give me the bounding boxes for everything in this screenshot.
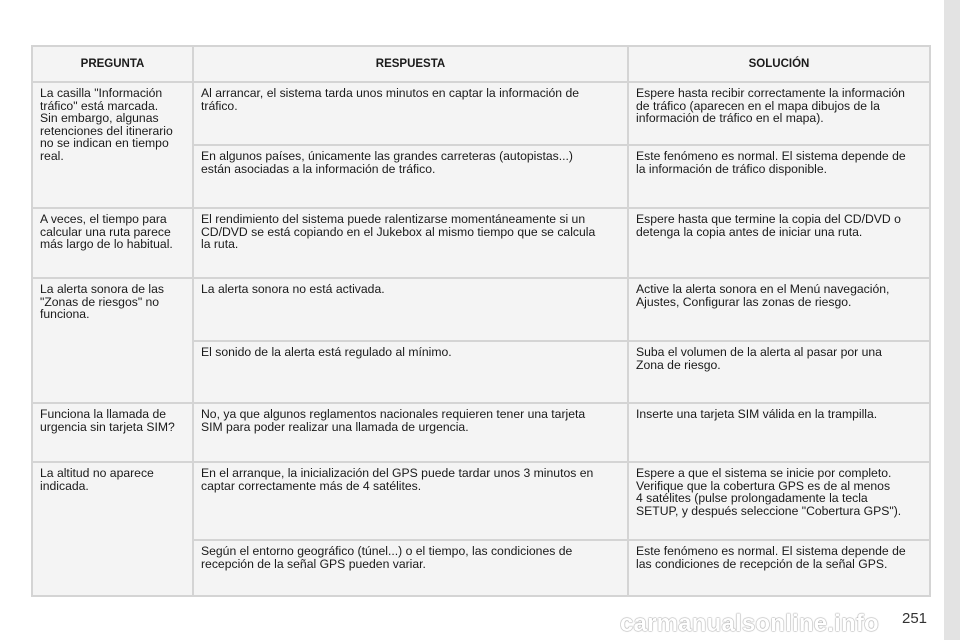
table-row <box>33 83 929 144</box>
question-text: La altitud no aparece indicada. <box>40 466 154 493</box>
answer-cell <box>194 83 627 144</box>
answer-cell <box>194 541 627 595</box>
answer-text: Según el entorno geográfico (túnel...) o el tiempo, las condiciones de recepción de la señal GPS pueden variar. <box>201 544 573 571</box>
question-cell <box>33 279 192 402</box>
question-cell <box>33 463 192 595</box>
answer-cell <box>194 342 627 402</box>
answer-cell <box>194 279 627 340</box>
answer-cell <box>194 209 627 277</box>
table-row <box>33 463 929 539</box>
faq-table <box>31 45 931 597</box>
solution-cell <box>629 342 929 402</box>
table-row <box>33 279 929 340</box>
page-edge-band <box>944 0 960 640</box>
solution-cell <box>629 279 929 340</box>
question-cell <box>33 404 192 461</box>
answer-cell <box>194 404 627 461</box>
answer-text: El rendimiento del sistema puede ralentizarse momentáneamente si un CD/DVD se está copiando en el Jukebox al mismo tiempo que se calcula la ruta. <box>201 212 596 252</box>
question-cell <box>33 209 192 277</box>
solution-text: Inserte una tarjeta SIM válida en la trampilla. <box>636 407 878 421</box>
solution-text: Espere a que el sistema se inicie por completo. Verifique que la cobertura GPS es de al menos 4 satélites (pulse prolongadamente la tecla SETUP, y después seleccione "Cobertura GPS"). <box>636 466 902 518</box>
table-row <box>33 404 929 461</box>
page-number: 251 <box>902 610 928 627</box>
watermark-text: carmanualsonline.info <box>620 610 879 637</box>
table-row <box>33 209 929 277</box>
answer-text: En algunos países, únicamente las grandes carreteras (autopistas...) están asociadas a la información de tráfico. <box>201 149 573 176</box>
solution-text: Este fenómeno es normal. El sistema depende de las condiciones de recepción de la señal GPS. <box>636 544 906 571</box>
question-text: A veces, el tiempo para calcular una ruta parece más largo de lo habitual. <box>40 212 173 252</box>
solution-cell <box>629 83 929 144</box>
solution-cell <box>629 541 929 595</box>
question-cell <box>33 83 192 207</box>
answer-text: No, ya que algunos reglamentos nacionales requieren tener una tarjeta SIM para poder realizar una llamada de urgencia. <box>201 407 586 434</box>
answer-text: Al arrancar, el sistema tarda unos minutos en captar la información de tráfico. <box>201 86 580 113</box>
solution-text: Suba el volumen de la alerta al pasar por una Zona de riesgo. <box>636 345 882 372</box>
question-text: La casilla "Información tráfico" está marcada. Sin embargo, algunas retenciones del itinerario no se indican en tiempo real. <box>40 86 173 163</box>
answer-text: La alerta sonora no está activada. <box>201 282 385 296</box>
answer-text: El sonido de la alerta está regulado al mínimo. <box>201 345 452 359</box>
question-text: La alerta sonora de las "Zonas de riesgos" no funciona. <box>40 282 164 322</box>
solution-text: Espere hasta que termine la copia del CD/DVD o detenga la copia antes de iniciar una ruta. <box>636 212 901 239</box>
solution-cell <box>629 463 929 539</box>
answer-text: En el arranque, la inicialización del GPS puede tardar unos 3 minutos en captar correctamente más de 4 satélites. <box>201 466 594 493</box>
answer-cell <box>194 146 627 207</box>
header-respuesta: RESPUESTA <box>194 47 627 81</box>
solution-text: Este fenómeno es normal. El sistema depende de la información de tráfico disponible. <box>636 149 906 176</box>
header-solucion: SOLUCIÓN <box>629 47 929 81</box>
solution-cell <box>629 146 929 207</box>
table-header-row <box>33 47 929 81</box>
solution-cell <box>629 404 929 461</box>
solution-text: Active la alerta sonora en el Menú navegación, Ajustes, Configurar las zonas de riesgo. <box>636 282 890 309</box>
solution-cell <box>629 209 929 277</box>
question-text: Funciona la llamada de urgencia sin tarjeta SIM? <box>40 407 175 434</box>
solution-text: Espere hasta recibir correctamente la información de tráfico (aparecen en el mapa dibujos de la información de tráfico en el mapa). <box>636 86 905 126</box>
header-pregunta: PREGUNTA <box>33 47 192 81</box>
answer-cell <box>194 463 627 539</box>
